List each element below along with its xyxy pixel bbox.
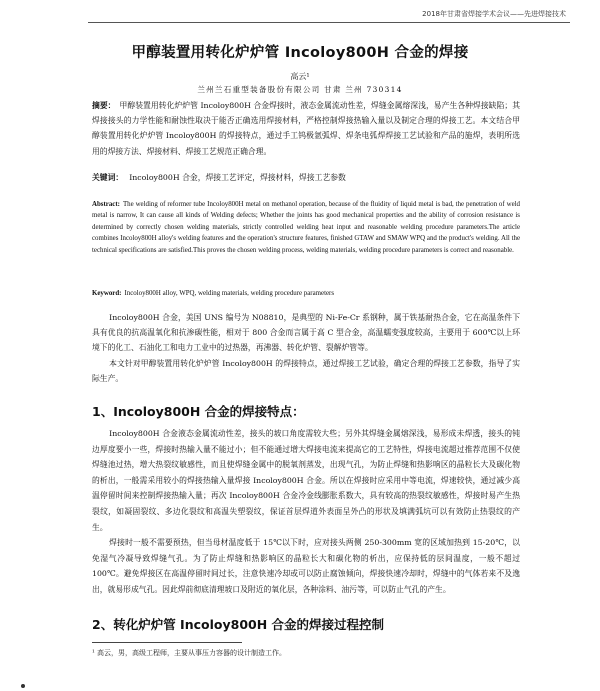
keywords-cn-text: Incoloy800H 合金，焊接工艺评定，焊接材料，焊接工艺参数 [129, 173, 346, 182]
keywords-en [92, 290, 520, 297]
intro-paragraph-2: 本文针对甲醇装置用转化炉炉管 Incoloy800H 的焊接特点，通过焊接工艺试验，确定合理的焊接工艺参数，指导了实际生产。 [92, 358, 520, 383]
abstract-en-label: Abstract: [92, 201, 120, 208]
section-1-body [92, 426, 520, 598]
abstract-en-text: The welding of reformer tube Incoloy800H metal on methanol operation, because of the fluidity of liquid metal is bad, the penetration of weld metal is narrow, It can cause all kinds of Welding defects; Whether the joints has good mechanical properties and the ability of corrosion resistance is determined by correctly chosen welding materials, strictly controlled welding heat input and reasonable welding procedure parameters.The article combines Incoloy800H alloy's welding features and the operation's structure features, finished GTAW and SMAW WPQ and the product's welding. All the technical specifications are satisfied.This proves the chosen welding process, welding materials, welding procedure parameters is correct and reasonable. [92, 201, 520, 254]
section-1-heading: 1、Incoloy800H 合金的焊接特点： [92, 404, 305, 419]
abstract-en [92, 199, 520, 256]
keywords-en-text: Incoloy800H alloy, WPQ, welding materials, welding procedure parameters [124, 290, 335, 297]
abstract-cn-text: 甲醇装置用转化炉炉管 Incoloy800H 合金焊接时，液态金属流动性差，焊缝金属熔深浅，易产生各种焊接缺陷；其焊接接头的力学性能和耐蚀性取决于能否正确选用焊接材料，严格控制焊接热输入量以及制定合理的焊接工艺。本文结合甲醇装置用转化炉炉管 Incoloy800H 的焊接特点，通过手工钨极氩弧焊、焊条电弧焊焊接工艺试验和产品的施焊，表明所选用的焊接方法、焊接材料、焊接工艺规范正确合理。 [92, 101, 521, 156]
keywords-cn [92, 172, 520, 183]
keywords-cn-label: 关键词： [92, 173, 124, 182]
intro-paragraph-1: Incoloy800H 合金，美国 UNS 编号为 N08810，是典型的 Ni-Fe-Cr 系钢种，属于铁基耐热合金，它在高温条件下具有优良的抗高温氧化和抗渗碳性能，相对于 800 合金而言属于高 C 型合金，高温蠕变强度较高，主要用于 600℃以上环境下的化工、石油化工和电力工业中的过热器，再沸器、转化炉管、裂解炉管等。 [92, 313, 520, 353]
section-1-paragraph-1: Incoloy800H 合金液态金属流动性差，接头的坡口角度需较大些；另外其焊缝金属熔深浅，易形成未焊透，接头的钝边厚度要小一些，焊接时热输入量不能过小；但不能通过增大焊接电流来提高它的工艺特性，焊接电流超过推荐范围不仅使焊缝池过热，增大热裂纹敏感性，而且使焊缝金属中的脱氧剂蒸发，出现气孔，为防止焊缝和热影响区的晶粒长大及碳化物的析出，一般需采用较小的焊接热输入量焊接 Incoloy800H 合金。所以在焊接时应采用中等电流，焊速较快，通过减少高温停留时间来控制焊接热输入量；再次 Incoloy800H 合金冷金线膨胀系数大，具有较高的热裂纹敏感性，焊接时易产生热裂纹，如凝固裂纹、多边化裂纹和高温失塑裂纹，保证首层焊道外表面呈外凸的形状及填满弧坑可以有效防止热裂纹的产生。 [92, 429, 520, 532]
footnote-rule [92, 642, 242, 643]
running-header: 2018年甘肃省焊接学术会议——先进焊接技术 [422, 10, 566, 18]
abstract-cn-label: 摘要： [92, 101, 116, 110]
scan-mark [21, 684, 25, 688]
affiliation: 兰州兰石重型装备股份有限公司 甘肃 兰州 730314 [197, 85, 403, 94]
introduction [92, 310, 520, 386]
section-1-paragraph-2: 焊接时一般不需要预热，但当母材温度低于 15℃以下时，应对接头两侧 250-300mm 宽的区域加热到 15-20℃，以免湿气冷凝导致焊缝气孔。为了防止焊缝和热影响区的晶粒长大和碳化物的析出，应保持低的层间温度，一般不超过 100℃。避免焊接区在高温停留时间过长，注意快速冷却或可以防止腐蚀倾向，焊接快速冷却时，焊缝中的气体若来不及逸出，就易形成气孔。因此焊前彻底清理坡口及附近的氧化层，各种涂料、油污等，可以防止气孔的产生。 [92, 538, 520, 594]
section-2-heading: 2、转化炉炉管 Incoloy800H 合金的焊接过程控制 [92, 617, 385, 632]
abstract-cn [92, 98, 520, 159]
keywords-en-label: Keyword: [92, 290, 122, 297]
header-rule [88, 22, 570, 23]
author: 高云¹ [290, 72, 310, 81]
paper-title: 甲醇装置用转化炉炉管 Incoloy800H 合金的焊接 [131, 45, 469, 61]
footnote: ¹ 高云，男，高级工程师，主要从事压力容器的设计制造工作。 [92, 649, 287, 657]
